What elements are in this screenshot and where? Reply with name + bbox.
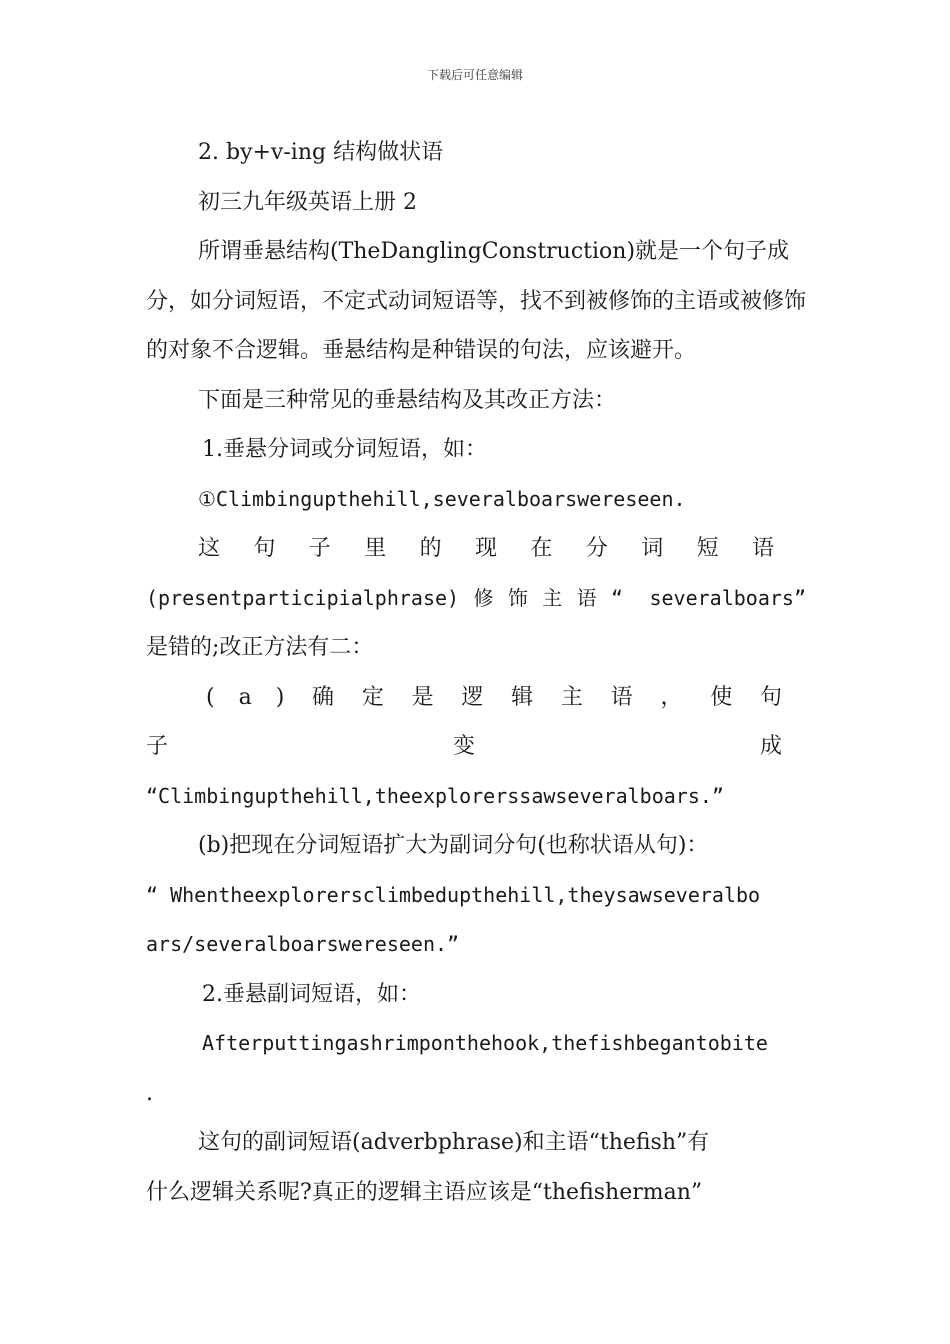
- correction-a-line1: (a)确定是逻辑主语，使句子变成: [146, 684, 806, 759]
- example-sentence-1: ①Climbingupthehill,severalboarswereseen.: [198, 486, 686, 511]
- correction-a-line2: “Climbingupthehill,theexplorerssawseveralboars.”: [146, 783, 724, 808]
- example-sentence-2: Afterputtingashrimponthehook,thefishbegantobite: [202, 1031, 768, 1055]
- paragraph-adverb-explain-line2: 什么逻辑关系呢?真正的逻辑主语应该是“thefisherman”: [146, 1179, 703, 1205]
- list-item-dangling-participle: 1.垂悬分词或分词短语，如：: [202, 437, 487, 462]
- list-item-dangling-adverb: 2.垂悬副词短语，如：: [202, 981, 421, 1007]
- section-heading-by-ving: 2. by+v-ing 结构做状语: [198, 140, 444, 165]
- paragraph-adverb-explain-line1: 这句的副词短语(adverbphrase)和主语“thefish”有: [198, 1130, 710, 1155]
- paragraph-intro-methods: 下面是三种常见的垂悬结构及其改正方法：: [198, 387, 617, 413]
- paragraph-dangling-definition: 所谓垂悬结构(TheDanglingConstruction)就是一个句子成分，如分词短语，不定式动词短语等，找不到被修饰的主语或被修饰的对象不合逻辑。垂悬结构是种错误的句法，应该避开。: [146, 239, 807, 363]
- paragraph-explain-line1: 这句子里的现在分词短语: [198, 536, 806, 561]
- correction-b-line2: “ Whentheexplorersclimbedupthehill,theysawseveralbo: [146, 882, 761, 907]
- document-title: 初三九年级英语上册 2: [198, 189, 417, 215]
- paragraph-explain-line2: (presentparticipialphrase)修饰主语“ severalboars”: [146, 585, 806, 610]
- paragraph-explain-line3: 是错的;改正方法有二：: [146, 635, 374, 660]
- header-note: 下载后可任意编辑: [426, 68, 523, 82]
- correction-b-line3: ars/severalboarswereseen.”: [146, 932, 460, 956]
- document-body: [146, 128, 806, 1217]
- example-sentence-2-end: .: [146, 1080, 153, 1106]
- correction-b-line1: (b)把现在分词短语扩大为副词分句(也称状语从句)：: [198, 833, 709, 858]
